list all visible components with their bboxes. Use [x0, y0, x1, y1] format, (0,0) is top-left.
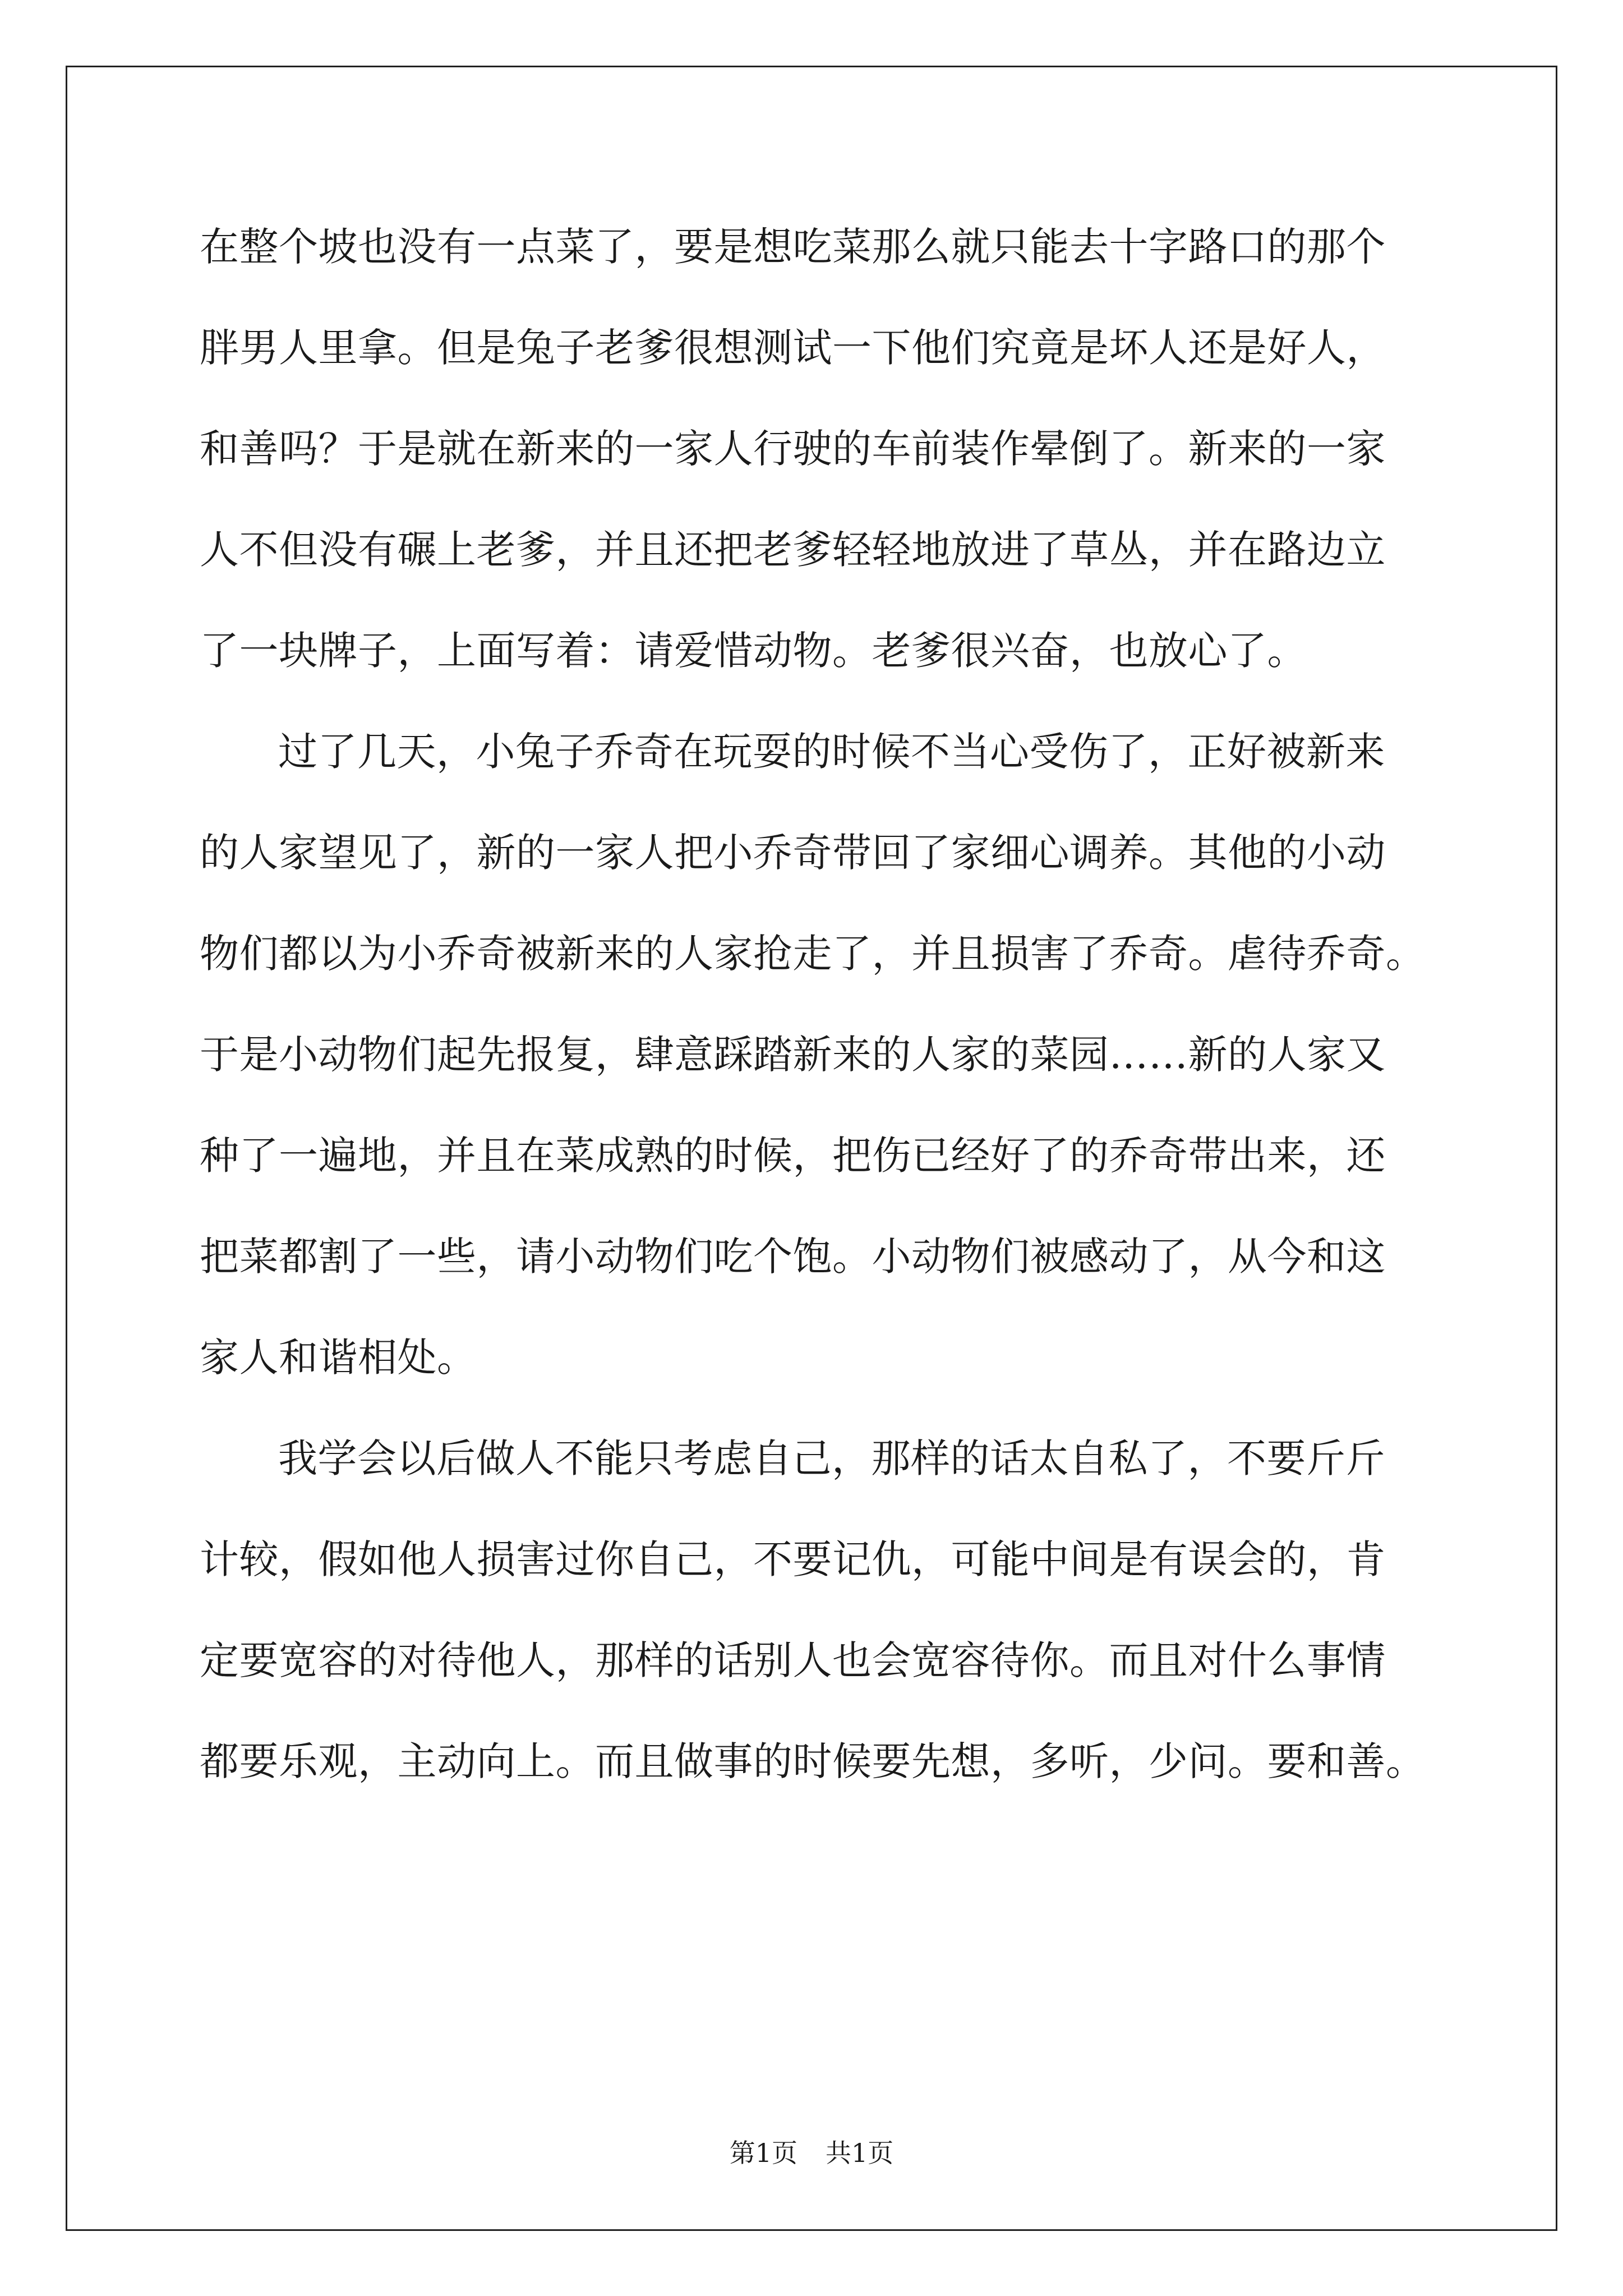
text-line: 了一块牌子，上面写着：请爱惜动物。老爹很兴奋，也放心了。 [200, 628, 1307, 674]
text-line: 的人家望见了，新的一家人把小乔奇带回了家细心调养。其他的小动 [200, 830, 1386, 876]
text-line: 种了一遍地，并且在菜成熟的时候，把伤已经好了的乔奇带出来，还 [200, 1133, 1386, 1179]
text-line: 家人和谐相处。 [200, 1335, 477, 1381]
text-line: 都要乐观，主动向上。而且做事的时候要先想，多听，少问。要和善。 [200, 1738, 1426, 1784]
text-line: 物们都以为小乔奇被新来的人家抢走了，并且损害了乔奇。虐待乔奇。 [200, 931, 1426, 977]
text-line: 计较，假如他人损害过你自己，不要记仇，可能中间是有误会的，肯 [200, 1536, 1386, 1582]
page-footer [0, 2136, 1623, 2170]
page-total: 共1页 [826, 2138, 894, 2168]
text-line: 和善吗？于是就在新来的一家人行驶的车前装作晕倒了。新来的一家 [200, 426, 1386, 472]
text-line: 把菜都割了一些，请小动物们吃个饱。小动物们被感动了，从今和这 [200, 1234, 1386, 1280]
text-line: 胖男人里拿。但是兔子老爹很想测试一下他们究竟是坏人还是好人， [200, 325, 1386, 371]
page-number: 第1页 [729, 2138, 797, 2168]
text-line: 在整个坡也没有一点菜了，要是想吃菜那么就只能去十字路口的那个 [200, 224, 1386, 270]
text-line: 我学会以后做人不能只考虑自己，那样的话太自私了，不要斤斤 [278, 1435, 1385, 1481]
text-line: 于是小动物们起先报复，肆意踩踏新来的人家的菜园……新的人家又 [200, 1032, 1386, 1078]
text-line: 定要宽容的对待他人，那样的话别人也会宽容待你。而且对什么事情 [200, 1637, 1386, 1683]
text-line: 人不但没有碾上老爹，并且还把老爹轻轻地放进了草丛，并在路边立 [200, 527, 1386, 573]
text-line: 过了几天，小兔子乔奇在玩耍的时候不当心受伤了，正好被新来 [278, 729, 1385, 775]
